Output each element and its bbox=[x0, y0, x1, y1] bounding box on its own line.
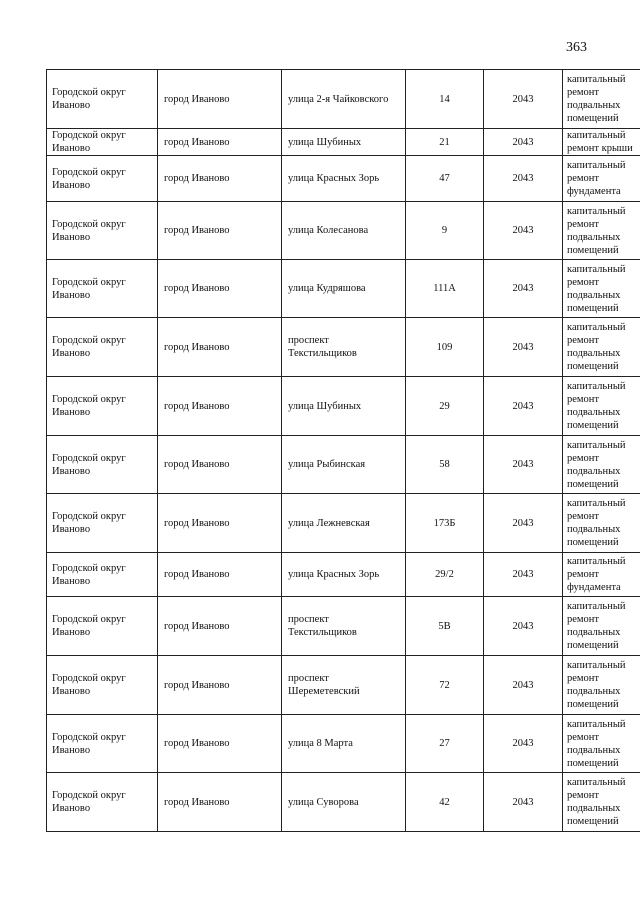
cell-house: 27 bbox=[406, 715, 484, 773]
cell-work: капитальный ремонт подвальных помещений bbox=[563, 494, 640, 553]
cell-street: улица Лежневская bbox=[282, 494, 406, 553]
cell-street: улица Кудряшова bbox=[282, 260, 406, 318]
table-row bbox=[47, 553, 640, 597]
cell-year: 2043 bbox=[484, 129, 563, 156]
cell-street: улица 2-я Чайковского bbox=[282, 70, 406, 129]
cell-district: Городской округ Иваново bbox=[47, 129, 158, 156]
cell-city: город Иваново bbox=[158, 494, 282, 553]
cell-city: город Иваново bbox=[158, 436, 282, 494]
cell-district: Городской округ Иваново bbox=[47, 436, 158, 494]
cell-street: проспект Текстильщиков bbox=[282, 318, 406, 377]
cell-district: Городской округ Иваново bbox=[47, 156, 158, 202]
table-row bbox=[47, 436, 640, 494]
cell-work: капитальный ремонт подвальных помещений bbox=[563, 773, 640, 832]
table-row bbox=[47, 377, 640, 436]
cell-house: 72 bbox=[406, 656, 484, 715]
cell-city: город Иваново bbox=[158, 129, 282, 156]
cell-year: 2043 bbox=[484, 436, 563, 494]
cell-year: 2043 bbox=[484, 773, 563, 832]
cell-year: 2043 bbox=[484, 494, 563, 553]
repair-schedule-table bbox=[46, 69, 640, 832]
cell-house: 42 bbox=[406, 773, 484, 832]
table-row bbox=[47, 597, 640, 656]
cell-house: 21 bbox=[406, 129, 484, 156]
cell-city: город Иваново bbox=[158, 715, 282, 773]
cell-year: 2043 bbox=[484, 715, 563, 773]
cell-year: 2043 bbox=[484, 597, 563, 656]
cell-district: Городской округ Иваново bbox=[47, 773, 158, 832]
cell-district: Городской округ Иваново bbox=[47, 656, 158, 715]
cell-house: 14 bbox=[406, 70, 484, 129]
table-row bbox=[47, 715, 640, 773]
table-body bbox=[47, 70, 640, 832]
cell-work: капитальный ремонт подвальных помещений bbox=[563, 70, 640, 129]
cell-street: улица Рыбинская bbox=[282, 436, 406, 494]
cell-house: 29/2 bbox=[406, 553, 484, 597]
page-number: 363 bbox=[566, 40, 587, 55]
cell-house: 109 bbox=[406, 318, 484, 377]
table-row bbox=[47, 656, 640, 715]
cell-district: Городской округ Иваново bbox=[47, 377, 158, 436]
cell-house: 9 bbox=[406, 202, 484, 260]
cell-house: 5В bbox=[406, 597, 484, 656]
cell-district: Городской округ Иваново bbox=[47, 70, 158, 129]
cell-house: 111А bbox=[406, 260, 484, 318]
cell-district: Городской округ Иваново bbox=[47, 318, 158, 377]
table-row bbox=[47, 156, 640, 202]
cell-work: капитальный ремонт подвальных помещений bbox=[563, 377, 640, 436]
cell-street: улица Шубиных bbox=[282, 377, 406, 436]
cell-district: Городской округ Иваново bbox=[47, 494, 158, 553]
cell-city: город Иваново bbox=[158, 597, 282, 656]
cell-house: 58 bbox=[406, 436, 484, 494]
cell-city: город Иваново bbox=[158, 773, 282, 832]
cell-work: капитальный ремонт фундамента bbox=[563, 156, 640, 202]
cell-street: улица 8 Марта bbox=[282, 715, 406, 773]
cell-city: город Иваново bbox=[158, 553, 282, 597]
cell-city: город Иваново bbox=[158, 70, 282, 129]
table-row bbox=[47, 260, 640, 318]
cell-city: город Иваново bbox=[158, 318, 282, 377]
cell-work: капитальный ремонт крыши bbox=[563, 129, 640, 156]
cell-city: город Иваново bbox=[158, 156, 282, 202]
cell-year: 2043 bbox=[484, 260, 563, 318]
cell-work: капитальный ремонт подвальных помещений bbox=[563, 202, 640, 260]
cell-house: 29 bbox=[406, 377, 484, 436]
table-row bbox=[47, 129, 640, 156]
cell-city: город Иваново bbox=[158, 377, 282, 436]
table-row bbox=[47, 773, 640, 832]
cell-year: 2043 bbox=[484, 156, 563, 202]
cell-year: 2043 bbox=[484, 70, 563, 129]
cell-street: улица Суворова bbox=[282, 773, 406, 832]
cell-street: улица Красных Зорь bbox=[282, 156, 406, 202]
table-row bbox=[47, 494, 640, 553]
cell-house: 173Б bbox=[406, 494, 484, 553]
cell-work: капитальный ремонт подвальных помещений bbox=[563, 656, 640, 715]
table-row bbox=[47, 318, 640, 377]
cell-street: проспект Текстильщиков bbox=[282, 597, 406, 656]
cell-district: Городской округ Иваново bbox=[47, 553, 158, 597]
table-row bbox=[47, 202, 640, 260]
cell-work: капитальный ремонт подвальных помещений bbox=[563, 436, 640, 494]
cell-year: 2043 bbox=[484, 377, 563, 436]
cell-year: 2043 bbox=[484, 202, 563, 260]
cell-district: Городской округ Иваново bbox=[47, 715, 158, 773]
cell-city: город Иваново bbox=[158, 656, 282, 715]
cell-work: капитальный ремонт подвальных помещений bbox=[563, 260, 640, 318]
cell-city: город Иваново bbox=[158, 202, 282, 260]
cell-house: 47 bbox=[406, 156, 484, 202]
cell-district: Городской округ Иваново bbox=[47, 202, 158, 260]
table-row bbox=[47, 70, 640, 129]
cell-street: улица Колесанова bbox=[282, 202, 406, 260]
cell-year: 2043 bbox=[484, 656, 563, 715]
cell-street: улица Шубиных bbox=[282, 129, 406, 156]
cell-work: капитальный ремонт подвальных помещений bbox=[563, 597, 640, 656]
cell-street: проспект Шереметевский bbox=[282, 656, 406, 715]
cell-city: город Иваново bbox=[158, 260, 282, 318]
cell-work: капитальный ремонт фундамента bbox=[563, 553, 640, 597]
cell-work: капитальный ремонт подвальных помещений bbox=[563, 715, 640, 773]
cell-year: 2043 bbox=[484, 318, 563, 377]
cell-district: Городской округ Иваново bbox=[47, 260, 158, 318]
cell-district: Городской округ Иваново bbox=[47, 597, 158, 656]
cell-street: улица Красных Зорь bbox=[282, 553, 406, 597]
cell-year: 2043 bbox=[484, 553, 563, 597]
cell-work: капитальный ремонт подвальных помещений bbox=[563, 318, 640, 377]
